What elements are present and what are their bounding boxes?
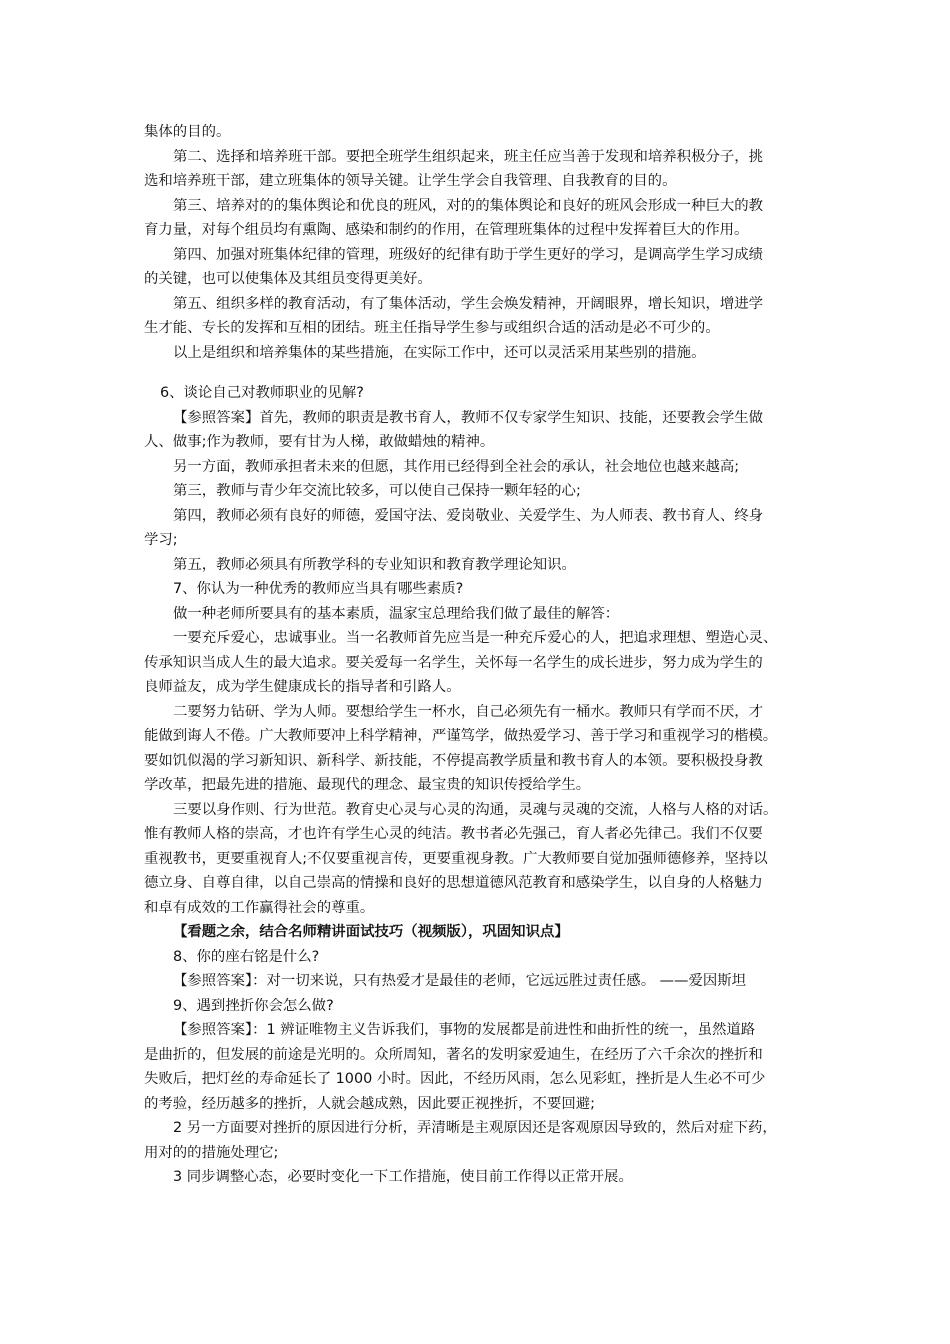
text-line: 第五，教师必须具有所教学科的专业知识和教育教学理论知识。 — [173, 556, 576, 573]
text-line: 学改革，把最先进的措施、最现代的理念、最宝贵的知识传授给学生。 — [144, 777, 591, 793]
text-line: 做一种老师所要具有的基本素质，温家宝总理给我们做了最佳的解答： — [173, 605, 620, 622]
text-line: 人、做事;作为教师，要有甘为人梯，敢做蜡烛的精神。 — [144, 434, 495, 450]
text-line: 传承知识当成人生的最大追求。要关爱每一名学生，关怀每一名学生的成长进步，努力成为学生的 — [144, 654, 763, 671]
text-line: 是曲折的，但发展的前途是光明的。众所周知，著名的发明家爱迪生，在经历了六千余次的挫折和 — [144, 1046, 763, 1063]
text-line: 的考验，经历越多的挫折，人就会越成熟，因此要正视挫折，不要回避; — [144, 1095, 595, 1112]
text-line: 另一方面，教师承担者未来的但愿，其作用已经得到全社会的承认，社会地位也越来越高; — [173, 458, 740, 475]
text-line: 二要努力钻研、学为人师。要想给学生一杯水，自己必须先有一桶水。教师只有学而不厌，才 — [173, 703, 764, 720]
text-line: 惟有教师人格的崇高，才也许有学生心灵的纯洁。教书者必先强己，育人者必先律己。我们不仅要 — [144, 826, 763, 842]
text-line: 一要充斥爱心，忠诚事业。当一名教师首先应当是一种充斥爱心的人，把追求理想、塑造心灵、 — [173, 630, 778, 646]
text-line: 第五、组织多样的教育活动，有了集体活动，学生会焕发精神，开阔眼界，增长知识，增进学 — [173, 295, 764, 312]
text-line: 第三，教师与青少年交流比较多，可以使自己保持一颗年轻的心; — [173, 483, 581, 499]
text-line: 以上是组织和培养集体的某些措施，在实际工作中，还可以灵活采用某些别的措施。 — [173, 344, 706, 361]
text-line: 育力量，对每个组员均有熏陶、感染和制约的作用，在管理班集体的过程中发挥着巨大的作用。 — [144, 222, 749, 238]
text-line: 能做到诲人不倦。广大教师要冲上科学精神，严谨笃学，做热爱学习、善于学习和重视学习的楷模。 — [144, 728, 778, 744]
text-line: 第四，教师必须有良好的师德，爱国守法、爱岗敬业、关爱学生、为人师表、教书育人、终身 — [173, 507, 764, 524]
text-line: 9、遇到挫折你会怎么做? — [173, 997, 334, 1014]
text-line: 【参照答案】：对一切来说，只有热爱才是最佳的老师，它远远胜过责任感。 ——爱因斯坦 — [173, 973, 747, 989]
text-line: 要如饥似渴的学习新知识、新科学、新技能，不停提高教学质量和教书育人的本领。要积极投身教 — [144, 752, 763, 769]
document-page — [144, 120, 814, 1190]
text-line: 良师益友，成为学生健康成长的指导者和引路人。 — [144, 679, 461, 695]
text-line: 选和培养班干部，建立班集体的领导关键。让学生学会自我管理、自我教育的目的。 — [144, 173, 677, 189]
text-line: 6、谈论自己对教师职业的见解? — [160, 385, 364, 401]
text-line: 的关键，也可以使集体及其组员变得更美好。 — [144, 271, 432, 287]
text-line: 第四、加强对班集体纪律的管理，班级好的纪律有助于学生更好的学习，是调高学生学习成绩 — [173, 246, 764, 263]
text-line: 和卓有成效的工作赢得社会的尊重。 — [144, 899, 375, 916]
text-line: 集体的目的。 — [144, 124, 231, 140]
text-line: 用对的的措施处理它; — [144, 1144, 279, 1161]
text-line: 【看题之余，结合名师精讲面试技巧（视频版），巩固知识点】 — [173, 924, 569, 940]
text-line: 第二、选择和培养班干部。要把全班学生组织起来，班主任应当善于发现和培养积极分子，挑 — [173, 148, 764, 165]
text-line: 德立身、自尊自律，以自己崇高的情操和良好的思想道德风范教育和感染学生，以自身的人格魅力 — [144, 875, 763, 891]
text-line: 8、你的座右铭是什么? — [173, 948, 320, 965]
text-line: 第三、培养对的的集体舆论和优良的班风，对的的集体舆论和良好的班风会形成一种巨大的教 — [173, 197, 764, 214]
text-line: 学习; — [144, 532, 178, 548]
text-line: 7、你认为一种优秀的教师应当具有哪些素质? — [173, 581, 464, 597]
paragraph-gap — [144, 365, 814, 381]
text-line: 【参照答案】首先，教师的职责是教书育人，教师不仅专家学生知识、技能，还要教会学生做 — [173, 409, 764, 426]
text-line: 【参照答案】：1 辨证唯物主义告诉我们，事物的发展都是前进性和曲折性的统一，虽然道路 — [173, 1022, 756, 1038]
text-line: 3 同步调整心态，必要时变化一下工作措施，使目前工作得以正常开展。 — [173, 1169, 633, 1185]
text-line: 2 另一方面要对挫折的原因进行分析，弄清晰是主观原因还是客观原因导致的，然后对症下药， — [173, 1120, 777, 1136]
text-line: 失败后，把灯丝的寿命延长了 1000 小时。因此，不经历风雨，怎么见彩虹，挫折是人生必不可少 — [144, 1071, 766, 1087]
text-line: 生才能、专长的发挥和互相的团结。班主任指导学生参与或组织合适的活动是必不可少的。 — [144, 320, 720, 336]
text-line: 三要以身作则、行为世范。教育史心灵与心灵的沟通，灵魂与灵魂的交流，人格与人格的对话。 — [173, 801, 778, 818]
text-line: 重视教书，更要重视育人;不仅要重视言传，更要重视身教。广大教师要自觉加强师德修养，坚持以 — [144, 850, 768, 867]
